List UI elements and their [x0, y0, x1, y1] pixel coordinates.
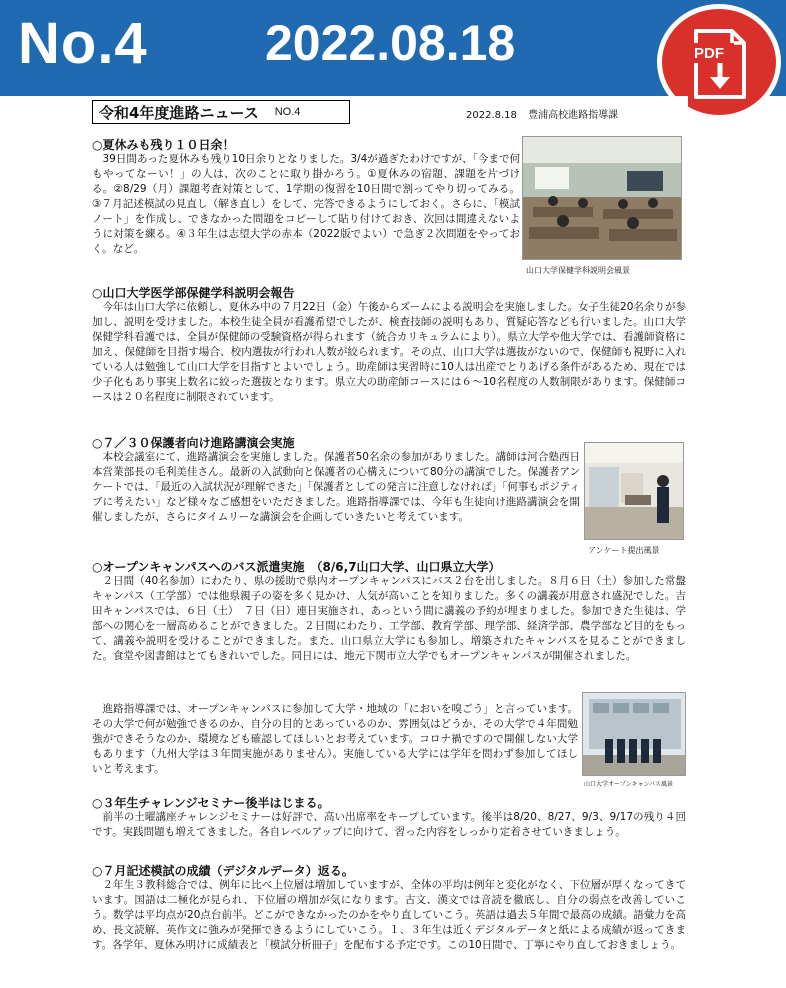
newsletter-date: 2022.8.18: [466, 110, 517, 121]
section-body: ２年生３教科総合では、例年に比べ上位層は増加していますが、全体の平均は例年と変化がなく、下位層が厚くなってきています。国語は二極化が見られ、下位層の増加が気になります。古文、漢文では音読を徹底し、自分の弱点を改善していこう。数学は平均点が20点台前半。どこができなかったのかをやり直していこう。英語は過去５年間で最高の成績。語彙力を高め、長文読解、英作文に強みが発揮できるようにしていこう。１、３年生は近くデジタルデータと紙による成績が返ってきます。各学年、夏休み明けに成績表と「模試分析冊子」を配布する予定です。この10日間で、丁寧にやり直しておきましょう。: [92, 879, 686, 951]
section-body: 39日間あった夏休みも残り10日余りとなりました。3/4が過ぎたわけですが、「今まで何もやってなーい！」の人は、次のことに取り掛かろう。①夏休みの宿題、課題を片づける。②8/29（月）課題考査対策として、1学期の復習を10日間で割ってやり切ってみる。③７月記述模試の見直し（解き直し）をして、完答できるようにしておく。さらに、「模試ノート」を作成し、できなかった問題をコピーして貼り付けておき、次回は間違えないように対策を練る。④３年生は志望大学の赤本（2022版でよい）で急ぎ２次問題をやっておく。など。: [92, 153, 520, 255]
photo-caption: 山口大学保健学科説明会風景: [526, 266, 630, 275]
issue-number: No.4: [18, 11, 148, 76]
newsletter-department: 豊浦高校進路指導課: [528, 110, 619, 121]
newsletter-meta: [466, 106, 618, 121]
survey-photo: [584, 442, 684, 540]
section-body: ２日間（40名参加）にわたり、県の援助で県内オープンキャンパスにバス２台を出しました。８月６日（土）参加した常盤キャンパス（工学部）では他県親子の姿を多く見かけ、人気が高いことを知りました。多くの講義が用意され盛況でした。吉田キャンパスでは、６日（土） ７日（日）連日実施され、あっという間に講義の予約が埋まりました。参加できた生徒は、学部への関心を一層高めることができました。２日間にわたり、工学部、教育学部、理学部、経済学部、農学部など目的をもって、講義や説明を受けることができました。また、山口県立大学にも参加し、増築されたキャンパスを見ることができました。食堂や図書館はとてもきれいでした。同日には、地元下関市立大学でもオープンキャンパスが開催されました。: [92, 575, 686, 662]
section-body: 前半の土曜講座チャレンジセミナーは好評で、高い出席率をキープしています。後半は8/20、8/27、9/3、9/17の残り４回です。実践問題も増えてきました。各自レベルアップに向けて、習った内容をしっかり定着させていきましょう。: [92, 811, 686, 838]
section-heading: ○３年生チャレンジセミナー後半はじまる。: [92, 796, 330, 810]
newsletter-number: NO.4: [274, 106, 301, 118]
section-heading: ○オープンキャンパスへのバス派遣実施 （8/6,7山口大学、山口県立大学）: [92, 560, 501, 574]
section-heading: ○７／３０保護者向け進路講演会実施: [92, 436, 295, 450]
newsletter-title-box: [92, 100, 350, 124]
section-body: 本校会議室にて、進路講演会を実施しました。保護者50名余の参加がありました。講師は河合塾西日本営業部長の毛利美佳さん。最新の入試動向と保護者の心構えについて80分の講演でした。保護者アンケートでは、「最近の入試状況が理解できた」「保護者としての発言に注意しなければ」「何事もポジティブに考えたい」など様々なご感想をいただきました。進路指導課では、今年も生徒向け進路講演会を開催しましたが、さらにタイムリーな講演会を企画していきたいと考えています。: [92, 451, 580, 523]
issue-date: 2022.08.18: [265, 15, 516, 71]
newsletter-title: 令和4年度進路ニュース: [99, 103, 259, 122]
download-arrow-icon: [710, 77, 730, 89]
newsletter-page: [88, 96, 688, 988]
section-heading: ○夏休みも残り１０日余！: [92, 138, 235, 152]
photo-caption: 山口大学オープンキャンパス風景: [584, 781, 674, 788]
open-campus-photo: [582, 692, 686, 776]
pdf-label: PDF: [694, 45, 724, 62]
photo-caption: アンケート提出風景: [588, 546, 660, 555]
section-body: 今年は山口大学に依頼し、夏休み中の７月22日（金）午後からズームによる説明会を実施しました。女子生徒20名余りが参加し、説明を受けました。本校生徒全員が看護希望でしたが、検査技師の説明もあり、質疑応答なども行いました。山口大学保健学科看護では、全員が保健師の受験資格が得られます（統合カリキュラムにより）。県立大学や他大学では、看護師資格に加え、保健師を目指す場合、校内選抜が行われ人数が絞られます。その点、山口大学は選抜がないので、保健師も視野に入れている人は勉強して山口大学を目指すとよいでしょう。助産師は実習時に10人は出産でとりあげる条件があるため、現在では少子化もあり事実上数名に絞った選抜となります。県立大の助産師コースには６～10名程度の人数制限があります。保健師コースは２０名程度に制限されています。: [92, 301, 686, 403]
seminar-photo: [522, 136, 682, 260]
section-heading: ○７月記述模試の成績（デジタルデータ）返る。: [92, 864, 354, 878]
section-body-continued: 進路指導課では、オープンキャンパスに参加して大学・地域の「においを嗅ごう」と言っています。その大学で何が勉強できるのか、自分の目的とあっているのか、雰囲気はどうか、その大学で４年間勉強ができそうなのか、環境なども確認してほしいとお考えています。コロナ禍ですので開催しない大学もあります（九州大学は３年間実施がありません）。実施している大学には学年を問わず参加してほしいと考えます。: [92, 703, 578, 775]
section-heading: ○山口大学医学部保健学科説明会報告: [92, 286, 295, 300]
